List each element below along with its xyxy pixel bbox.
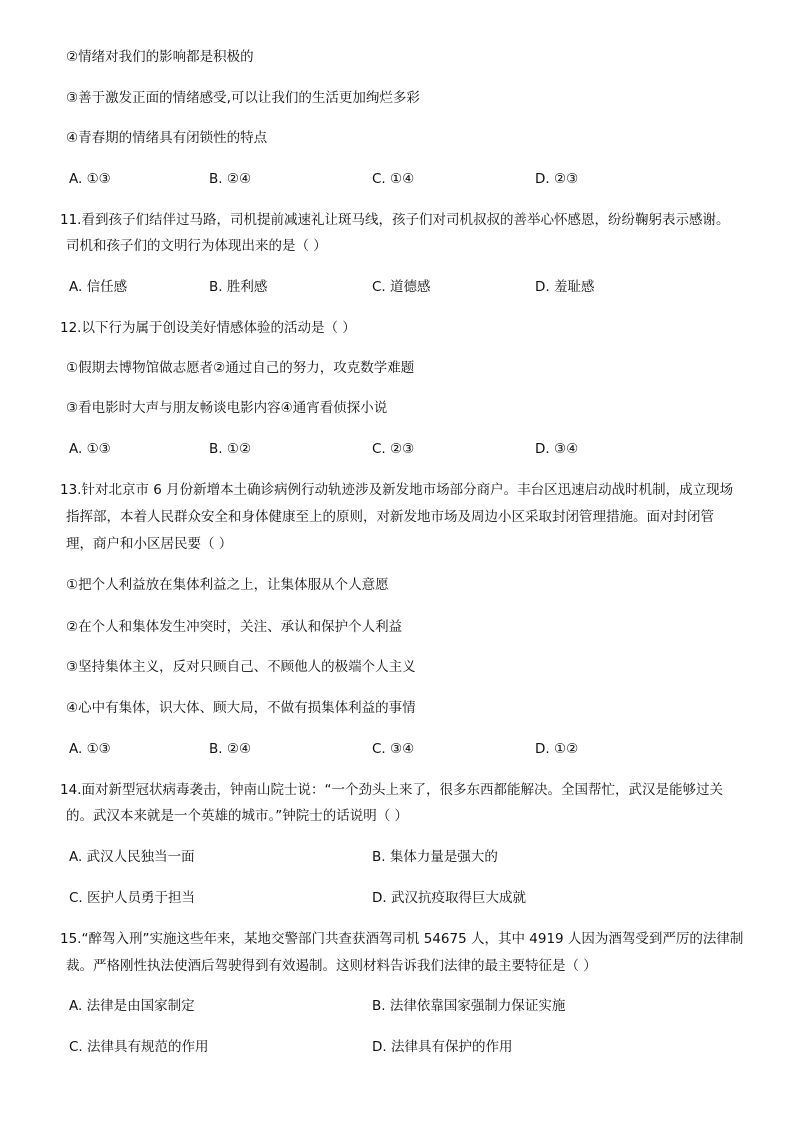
q12-option-d[interactable]: D. ③④ — [535, 441, 579, 457]
q10-option-c[interactable]: C. ①④ — [372, 171, 415, 187]
q12-option-a[interactable]: A. ①③ — [69, 441, 111, 457]
q15-stem-line-2: 裁。严格刚性执法使酒后驾驶得到有效遏制。这则材料告诉我们法律的最主要特征是（ ） — [66, 958, 597, 974]
q14-options-row-2 — [69, 888, 749, 908]
q11-option-b[interactable]: B. 胜利感 — [209, 279, 268, 295]
q13-stem-line-2: 指挥部，本着人民群众安全和身体健康至上的原则，对新发地市场及周边小区采取封闭管理措施。面对封闭管 — [66, 509, 714, 525]
q12-item-1: ①假期去博物馆做志愿者②通过自己的努力，攻克数学难题 — [66, 360, 415, 376]
q12-options — [69, 439, 749, 459]
q11-option-a[interactable]: A. 信任感 — [69, 279, 128, 295]
q13-option-d[interactable]: D. ①② — [535, 741, 579, 757]
q11-stem-line-2: 司机和孩子们的文明行为体现出来的是（ ） — [66, 238, 327, 254]
q14-option-b[interactable]: B. 集体力量是强大的 — [372, 849, 498, 865]
q12-option-b[interactable]: B. ①② — [209, 441, 252, 457]
q12-option-c[interactable]: C. ②③ — [372, 441, 415, 457]
q13-option-b[interactable]: B. ②④ — [209, 741, 252, 757]
q13-option-c[interactable]: C. ③④ — [372, 741, 415, 757]
q13-item-2: ②在个人和集体发生冲突时，关注、承认和保护个人利益 — [66, 619, 403, 635]
q13-options — [69, 739, 749, 759]
q15-options-row-2 — [69, 1037, 749, 1057]
q14-option-a[interactable]: A. 武汉人民独当一面 — [69, 849, 195, 865]
q13-stem-line-3: 理，商户和小区居民要（ ） — [66, 536, 233, 552]
q10-option-d[interactable]: D. ②③ — [535, 171, 579, 187]
q14-option-c[interactable]: C. 医护人员勇于担当 — [69, 890, 196, 906]
q11-option-d[interactable]: D. 羞耻感 — [535, 279, 595, 295]
q13-item-1: ①把个人利益放在集体利益之上，让集体服从个人意愿 — [66, 577, 389, 593]
q10-option-b[interactable]: B. ②④ — [209, 171, 252, 187]
q10-item-4: ④青春期的情绪具有闭锁性的特点 — [66, 130, 268, 146]
q14-stem-line-1: 14.面对新型冠状病毒袭击，钟南山院士说：“一个劲头上来了，很多东西都能解决。全国帮忙，武汉是能够过关 — [60, 782, 723, 798]
q13-item-4: ④心中有集体，识大体、顾大局，不做有损集体利益的事情 — [66, 700, 416, 716]
q10-option-a[interactable]: A. ①③ — [69, 171, 111, 187]
q12-stem-line-1: 12.以下行为属于创设美好情感体验的活动是（ ） — [60, 320, 356, 336]
q15-options-row-1 — [69, 996, 749, 1016]
q15-stem-line-1: 15.“醉驾入刑”实施这些年来，某地交警部门共查获酒驾司机 54675 人，其中 4919 人因为酒驾受到严厉的法律制 — [60, 931, 744, 947]
q13-stem-line-1: 13.针对北京市 6 月份新增本土确诊病例行动轨迹涉及新发地市场部分商户。丰台区迅速启动战时机制，成立现场 — [60, 482, 734, 498]
q15-option-c[interactable]: C. 法律具有规范的作用 — [69, 1039, 209, 1055]
q11-stem-line-1: 11.看到孩子们结伴过马路，司机提前减速礼让斑马线，孩子们对司机叔叔的善举心怀感恩，纷纷鞠躬表示感谢。 — [60, 212, 730, 228]
q11-options — [69, 277, 749, 297]
q13-option-a[interactable]: A. ①③ — [69, 741, 111, 757]
q11-option-c[interactable]: C. 道德感 — [372, 279, 431, 295]
q13-item-3: ③坚持集体主义，反对只顾自己、不顾他人的极端个人主义 — [66, 659, 416, 675]
q12-item-2: ③看电影时大声与朋友畅谈电影内容④通宵看侦探小说 — [66, 400, 388, 416]
q15-option-a[interactable]: A. 法律是由国家制定 — [69, 998, 195, 1014]
q15-option-b[interactable]: B. 法律依靠国家强制力保证实施 — [372, 998, 566, 1014]
q10-item-3: ③善于激发正面的情绪感受,可以让我们的生活更加绚烂多彩 — [66, 90, 420, 106]
q15-option-d[interactable]: D. 法律具有保护的作用 — [372, 1039, 513, 1055]
q14-stem-line-2: 的。武汉本来就是一个英雄的城市。”钟院士的话说明（ ） — [66, 808, 409, 824]
q10-options — [69, 169, 749, 189]
q10-item-2: ②情绪对我们的影响都是积极的 — [66, 49, 254, 65]
q14-options-row-1 — [69, 847, 749, 867]
q14-option-d[interactable]: D. 武汉抗疫取得巨大成就 — [372, 890, 526, 906]
